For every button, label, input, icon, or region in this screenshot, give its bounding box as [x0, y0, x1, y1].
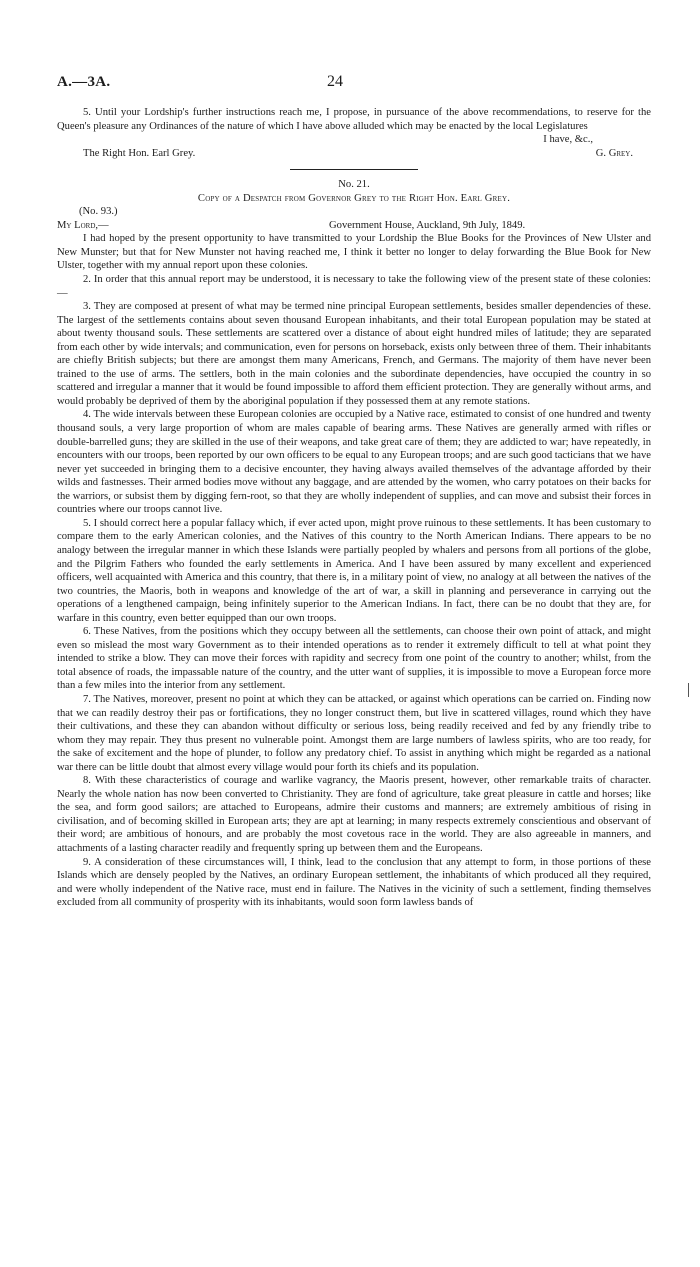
despatch-paragraph-intro: I had hoped by the present opportunity to have transmitted to your Lordship the Blue Books for the Provinces of New Ulster and New Munster; but that for New Munster not having reached me, I think it better no longer to delay forwarding the Blue Book for New Ulster, together with my annual report upon these colonies.	[57, 233, 651, 272]
despatch-title: Copy of a Despatch from Governor Grey to the Right Hon. Earl Grey.	[197, 192, 511, 204]
despatch-paragraph-3: 3. They are composed at present of what may be termed nine principal European settlements, besides smaller dependencies of these. The largest of the settlements contains about seven thousand European inhabitants, and their total European population may be stated at about twenty thousand souls. These settlements are scattered over a distance of about eight hundred miles of latitude; they are separated from each other by wide intervals; and communication, even for persons on horseback, exists only between three of them. Their inhabitants are chiefly British subjects; but there are amongst them many Americans, French, and Germans. The majority of them have never been trained to the use of arms. The settlers, both in the main colonies and the subordinate dependencies, have occupied the country in so scattered and irregular a manner that it would be found impossible to afford them efficient protection. They are generally without arms, and would probably be deprived of them by the aboriginal population if they possessed them at any remote stations.	[57, 301, 651, 407]
despatch-paragraph-4: 4. The wide intervals between these European colonies are occupied by a Native race, estimated to consist of one hundred and twenty thousand souls, a very large proportion of whom are males capable of bearing arms. These Natives are generally armed with rifles or double-barrelled guns; they are skilled in the use of their weapons, and take great care of them; they are addicted to war; have repeatedly, in encounters with our troops, been reported by our own officers to be equal to any European troops; and are such good tacticians that we have never yet succeeded in bringing them to a decisive encounter, they having always availed themselves of the advantage afforded by their wilds and fastnesses. Their armed bodies move without any baggage, and are attended by the women, who carry potatoes on their backs for the warriors, or subsist them by digging fern-root, so that they are wholly independent of supplies, and can move and subsist their forces in countries where our troops cannot live.	[57, 409, 651, 516]
page-header	[57, 74, 651, 96]
despatch-paragraph-9: 9. A consideration of these circumstances will, I think, lead to the conclusion that any attempt to form, in those portions of these Islands which are densely peopled by the Natives, an ordinary European settlement, the inhabitants of which produced all they required, and were wholly independent of the Native race, must end in failure. The Natives in the vicinity of such a settlement, finding themselves excluded from all community of prosperity with its inhabitants, would soon form lawless bands of	[57, 856, 651, 909]
salutation: My Lord,—	[57, 219, 109, 231]
page-number: 24	[327, 73, 343, 90]
despatch-number: No. 21.	[338, 179, 370, 191]
despatch-paragraph-8: 8. With these characteristics of courage and warlike vagrancy, the Maoris present, however, other remarkable traits of character. Nearly the whole nation has now been converted to Christianity. They are fond of agriculture, take great pleasure in cattle and horses; like the sea, and form good sailors; are attached to Europeans, admire their customs and manners; are extremely ambitious of rising in civilisation, and of becoming skilled in European arts; they are apt at learning; in many respects extremely conscientious and observant of their word; are ambitious of honours, and are probably the most covetous race in the world. They are also agreeable in manners, and attachments of a lasting character readily and frequently spring up between them and the Europeans.	[57, 775, 651, 854]
margin-mark	[688, 683, 689, 697]
addressee: The Right Hon. Earl Grey.	[83, 147, 196, 159]
previous-despatch-paragraph: 5. Until your Lordship's further instructions reach me, I propose, in pursuance of the above recommendations, to reserve for the Queen's pleasure any Ordinances of the nature of which I have above alluded which may be enacted by the local Legislatures	[57, 107, 651, 132]
addressee-row	[57, 147, 651, 161]
despatch-paragraph-2: 2. In order that this annual report may be understood, it is necessary to take the following view of the present state of these colonies:—	[57, 274, 651, 299]
closing-formula: I have, &c.,	[543, 134, 593, 146]
page-identifier: A.—3A.	[57, 74, 111, 90]
signature: G. Grey.	[595, 147, 633, 159]
closing-row	[57, 133, 651, 147]
document-body	[57, 106, 651, 910]
section-divider	[290, 169, 418, 170]
salutation-row	[57, 219, 651, 233]
despatch-paragraph-6: 6. These Natives, from the positions which they occupy between all the settlements, can choose their own point of attack, and might even so mislead the most wary Government as to their intended operations as to render it extremely difficult to tell at what point they intended to strike a blow. They can move their forces with rapidity and secrecy from one point of the country to another; whilst, from the total absence of roads, the impassable nature of the country, and the utter want of supplies, it is impossible to move a European force more than a few miles into the interior from any settlement.	[57, 626, 651, 692]
despatch-paragraph-5: 5. I should correct here a popular fallacy which, if ever acted upon, might prove ruinous to these settlements. It has been customary to compare them to the early American colonies, and the Natives of this country to the North American Indians. There appears to be no analogy between the irregular manner in which these Islands were partially peopled by whalers and persons from all portions of the globe, and the Pilgrim Fathers who founded the early settlements in America. And I have been assured by many excellent and experienced officers, well acquainted with America and this country, that there is, in a military point of view, no analogy at all between the natives of the two countries, the Maoris, both in weapons and knowledge of the art of war, a skill in planning and perseverance in carrying out the operations of a lengthened campaign, being infinitely superior to the American Indians. In fact, there can be no doubt that they are, for warfare in this country, even better equipped than our own troops.	[57, 517, 651, 624]
location-date: Government House, Auckland, 9th July, 1849.	[329, 219, 526, 231]
despatch-paragraph-7: 7. The Natives, moreover, present no point at which they can be attacked, or against which operations can be carried on. Finding now that we can readily destroy their pas or fortifications, they no longer construct them, but live in scattered villages, round which they have their cultivations, and these they can abandon without difficulty or serious loss, being readily received and fed by any friendly tribe to whom they may repair. They thus present no vulnerable point. Amongst them are large numbers of lawless spirits, who are too ready, for the sake of excitement and the hope of plunder, to follow any predatory chief. To assist in anything which might be regarded as a national war there can be little doubt that almost every village would pour forth its chiefs and its population.	[57, 693, 651, 773]
despatch-reference: (No. 93.)	[79, 206, 118, 218]
